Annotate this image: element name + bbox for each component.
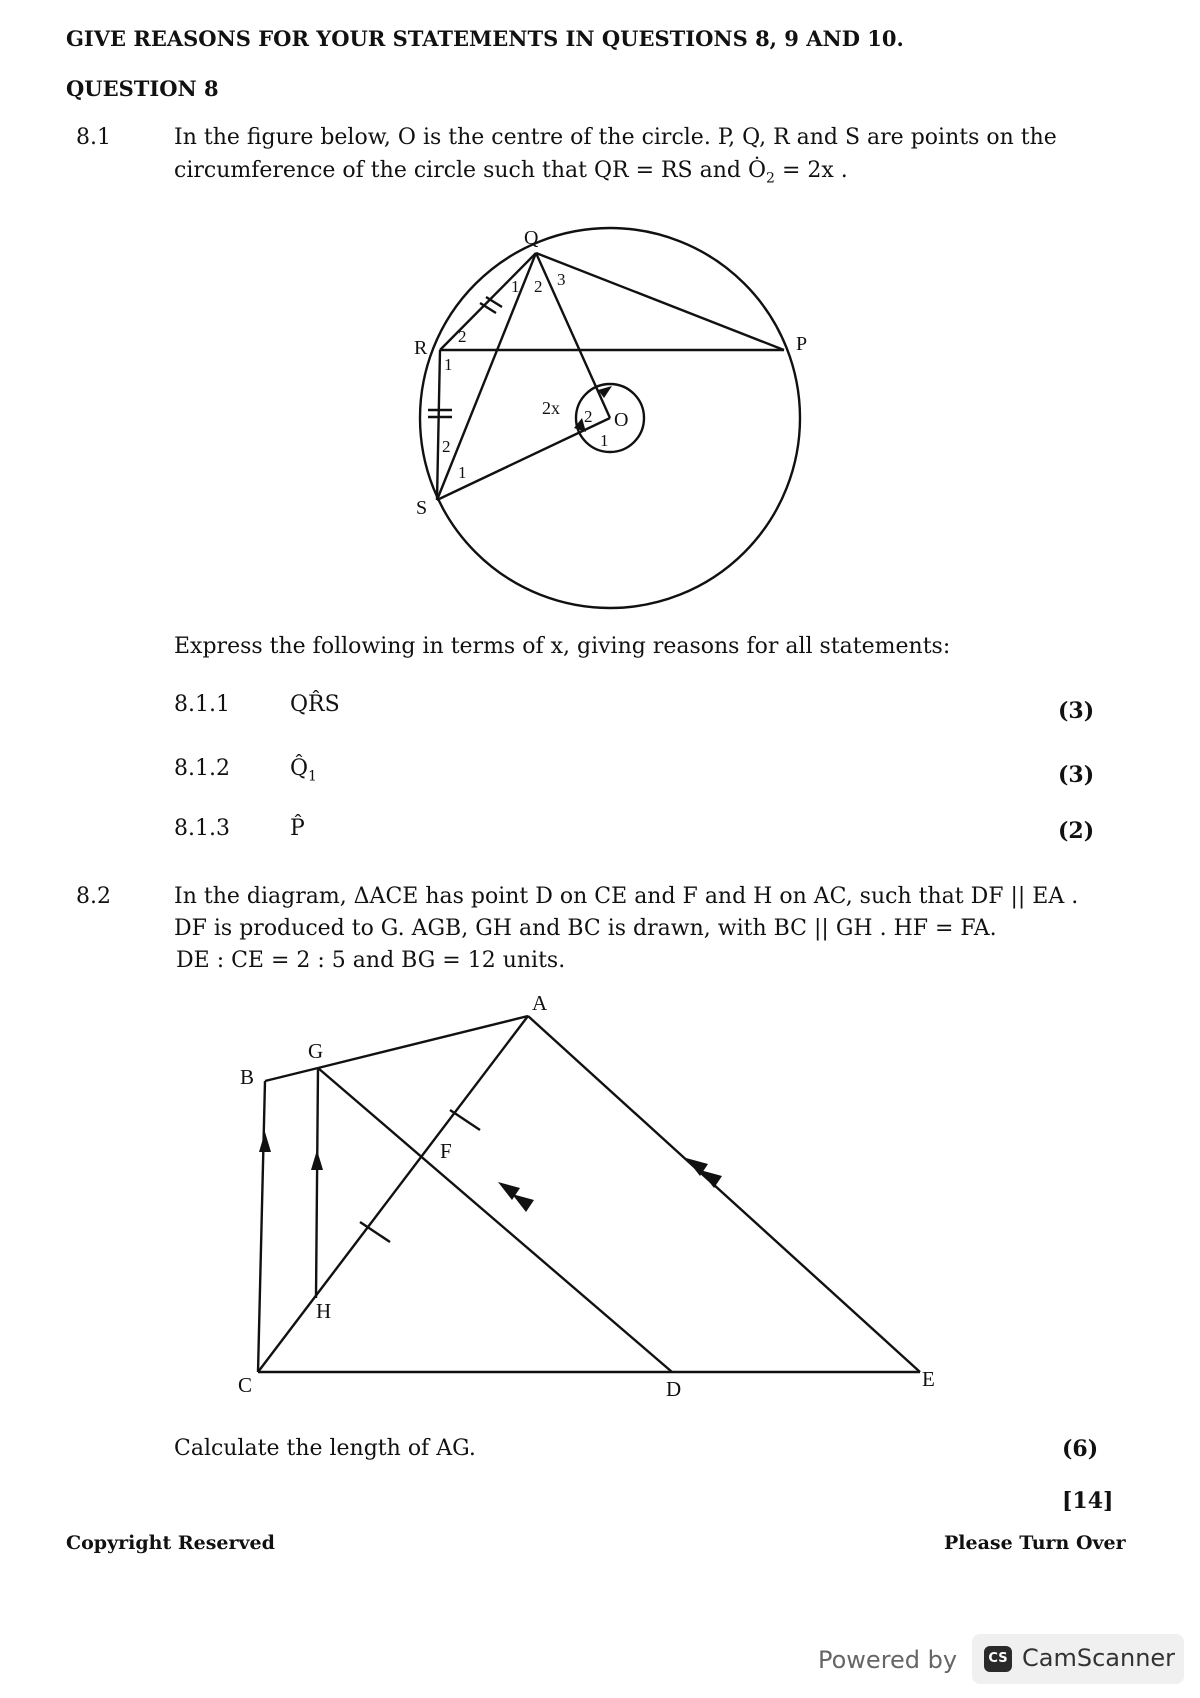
q82-marks: (6) [1062,1436,1099,1462]
tick-FA [450,1110,480,1130]
label-Q: Q [524,227,539,249]
q81-number: 8.1 [76,125,111,150]
seg-GD [318,1068,672,1372]
label-O: O [614,409,629,431]
q813-number: 8.1.3 [174,816,230,841]
q811-number: 8.1.1 [174,692,230,717]
triangle-figure [0,960,1200,1410]
label-G: G [308,1039,324,1063]
q82-line2: DF is produced to G. AGB, GH and BC is drawn, with BC || GH . HF = FA. [174,916,997,941]
camscanner-watermark [800,1628,1190,1688]
seg-AE [528,1016,920,1372]
arrow-AE-2 [700,1170,722,1188]
arrow-GD-2 [512,1194,534,1212]
footer-copyright: Copyright Reserved [66,1532,275,1554]
seg-CA [258,1016,528,1372]
label-B: B [240,1065,255,1089]
angle-r1: 1 [444,355,453,374]
label-F: F [440,1139,452,1163]
label-E: E [922,1367,935,1391]
q812-marks: (3) [1058,762,1095,788]
chord-RS [437,350,440,500]
q813-expr: P̂ [290,816,305,841]
angle-q3: 3 [557,270,566,289]
angle-q1: 1 [511,277,520,296]
camscanner-logo-icon: CS [984,1646,1012,1672]
angle-s1: 1 [458,463,467,482]
powered-by-text: Powered by [818,1646,958,1674]
label-P: P [796,333,808,355]
q82-line3: DE : CE = 2 : 5 and BG = 12 units. [176,948,566,973]
circle-figure [0,0,1200,640]
q82-number: 8.2 [76,884,111,909]
arrow-BC [259,1132,271,1152]
q82-line1: In the diagram, ΔACE has point D on CE and F and H on AC, such that DF || EA . [174,884,1079,909]
q81-instruction: Express the following in terms of x, giving reasons for all statements: [174,634,951,659]
camscanner-brand: CamScanner [1022,1644,1176,1672]
question-title: QUESTION 8 [66,76,219,101]
angle-s2: 2 [442,437,451,456]
seg-BG [265,1068,318,1081]
q812-expr-main: Q̂ [290,756,309,781]
angle-o2: 2 [584,407,593,426]
angle-o1: 1 [600,431,609,450]
chord-QS [437,253,536,500]
q812-expr-sub: 1 [308,768,317,785]
q82-task: Calculate the length of AG. [174,1436,476,1461]
q812-number: 8.1.2 [174,756,230,781]
label-R: R [414,337,428,359]
seg-BC [258,1081,265,1372]
label-D: D [666,1377,682,1401]
q81-line2-sub: 2 [766,170,775,187]
q81-line2-text: circumference of the circle such that QR = RS and Ȯ [174,158,767,183]
q811-marks: (3) [1058,698,1095,724]
q81-line1: In the figure below, O is the centre of the circle. P, Q, R and S are points on the [174,125,1057,150]
arrow-GH [311,1150,323,1170]
angle-q2: 2 [534,277,543,296]
chord-QR [440,253,536,350]
seg-GA [318,1016,528,1068]
angle-2x: 2x [542,398,560,418]
q81-line2-end: = 2x . [774,158,848,183]
question-total: [14] [1062,1488,1114,1514]
seg-GH [316,1068,318,1298]
camscanner-badge [972,1634,1184,1684]
instruction-heading: GIVE REASONS FOR YOUR STATEMENTS IN QUESTIONS 8, 9 AND 10. [66,26,904,51]
angle-r2: 2 [458,327,467,346]
q813-marks: (2) [1058,818,1095,844]
label-C: C [238,1373,253,1397]
label-A: A [532,991,548,1015]
label-H: H [316,1299,332,1323]
label-S: S [416,497,428,519]
q811-expr: QR̂S [290,692,340,717]
footer-turn-over: Please Turn Over [944,1532,1126,1554]
q812-expr [290,756,317,784]
